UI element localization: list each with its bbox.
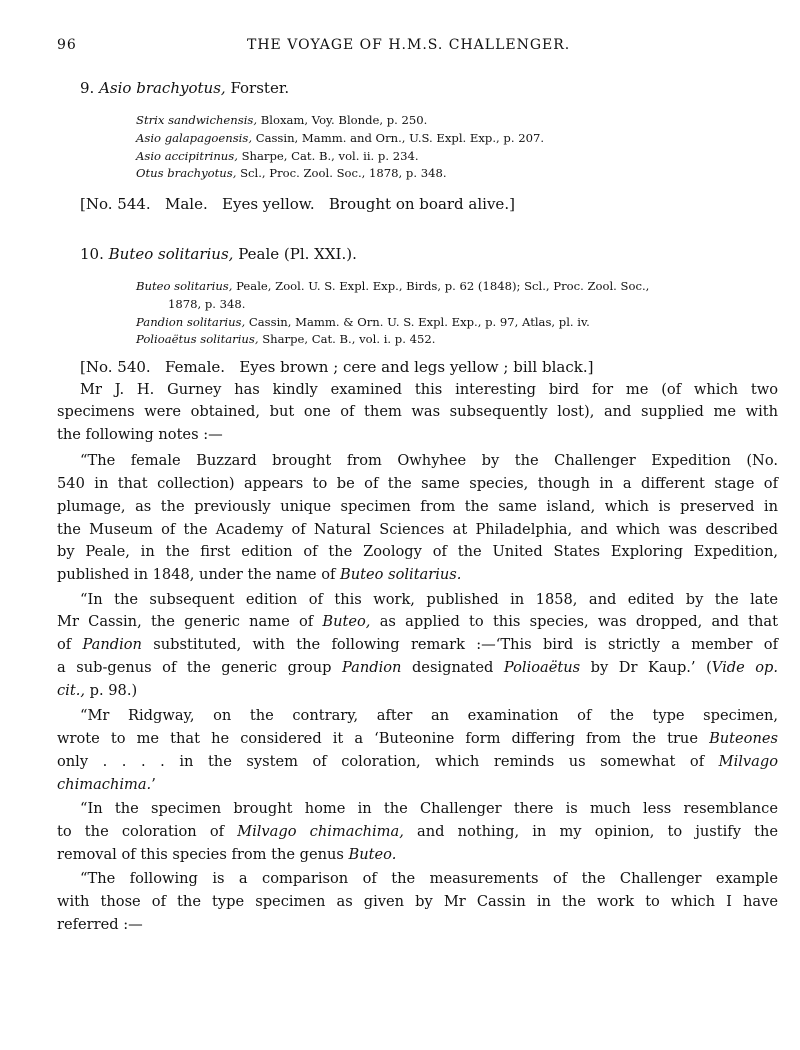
running-header	[57, 37, 757, 57]
synonym-line: Otus brachyotus, Scl., Proc. Zool. Soc., 1878, p. 348.	[136, 166, 447, 180]
body-line: specimens were obtained, but one of them was subsequently lost), and supplied me with	[57, 403, 778, 420]
page-number: 96	[57, 37, 77, 53]
body-line: “Mr Ridgway, on the contrary, after an examination of the type specimen,	[80, 707, 778, 724]
specimen-note: [No. 540. Female. Eyes brown ; cere and legs yellow ; bill black.]	[80, 358, 594, 376]
body-line: published in 1848, under the name of Buteo solitarius.	[57, 566, 462, 583]
body-line: wrote to me that he considered it a ‘Buteonine form differing from the true Buteones	[57, 730, 778, 747]
species-name: Buteo solitarius,	[108, 245, 234, 263]
body-line: of Pandion substituted, with the following remark :—‘This bird is strictly a member of	[57, 636, 778, 653]
specimen-note: [No. 544. Male. Eyes yellow. Brought on board alive.]	[80, 195, 515, 213]
species-author: Peale (Pl. XXI.).	[238, 245, 357, 263]
species-author: Forster.	[230, 79, 290, 97]
body-line: removal of this species from the genus Buteo.	[57, 846, 397, 863]
body-line: “In the specimen brought home in the Challenger there is much less resemblance	[80, 800, 778, 817]
species-heading-10	[80, 245, 357, 263]
synonym-line: Pandion solitarius, Cassin, Mamm. & Orn. U. S. Expl. Exp., p. 97, Atlas, pl. iv.	[136, 315, 590, 329]
synonym-line: Strix sandwichensis, Bloxam, Voy. Blonde, p. 250.	[136, 113, 428, 127]
body-line: cit., p. 98.)	[57, 682, 138, 699]
body-line: the following notes :—	[57, 426, 223, 443]
body-line: 540 in that collection) appears to be of the same species, though in a different stage of	[57, 475, 778, 492]
synonym-line: Buteo solitarius, Peale, Zool. U. S. Expl. Exp., Birds, p. 62 (1848); Scl., Proc. Zool. Soc.,	[136, 279, 650, 293]
synonym-line: Polioaëtus solitarius, Sharpe, Cat. B., vol. i. p. 452.	[136, 332, 436, 346]
body-line: “In the subsequent edition of this work, published in 1858, and edited by the late	[80, 591, 778, 608]
running-title: THE VOYAGE OF H.M.S. CHALLENGER.	[247, 37, 571, 53]
synonym-line: 1878, p. 348.	[168, 297, 246, 311]
body-line: Mr J. H. Gurney has kindly examined this interesting bird for me (of which two	[80, 381, 778, 398]
body-line: only . . . . in the system of coloration, which reminds us somewhat of Milvago	[57, 753, 778, 770]
species-name: Asio brachyotus,	[99, 79, 226, 97]
body-line: a sub-genus of the generic group Pandion designated Polioaëtus by Dr Kaup.’ (Vide op.	[57, 659, 778, 676]
species-heading-9	[80, 79, 289, 97]
body-line: by Peale, in the first edition of the Zoology of the United States Exploring Expedition,	[57, 543, 778, 560]
body-line: the Museum of the Academy of Natural Sciences at Philadelphia, and which was described	[57, 521, 778, 538]
synonym-line: Asio accipitrinus, Sharpe, Cat. B., vol. ii. p. 234.	[136, 149, 419, 163]
body-line: chimachima.’	[57, 776, 156, 793]
body-line: “The female Buzzard brought from Owhyhee by the Challenger Expedition (No.	[80, 452, 778, 469]
species-number: 9.	[80, 79, 95, 97]
body-line: plumage, as the previously unique specimen from the same island, which is preserved in	[57, 498, 778, 515]
body-line: “The following is a comparison of the measurements of the Challenger example	[80, 870, 778, 887]
body-line: referred :—	[57, 916, 143, 933]
species-number: 10.	[80, 245, 104, 263]
body-line: with those of the type specimen as given by Mr Cassin in the work to which I have	[57, 893, 778, 910]
synonym-line: Asio galapagoensis, Cassin, Mamm. and Orn., U.S. Expl. Exp., p. 207.	[136, 131, 545, 145]
body-line: to the coloration of Milvago chimachima, and nothing, in my opinion, to justify the	[57, 823, 778, 840]
body-line: Mr Cassin, the generic name of Buteo, as applied to this species, was dropped, and that	[57, 613, 778, 630]
